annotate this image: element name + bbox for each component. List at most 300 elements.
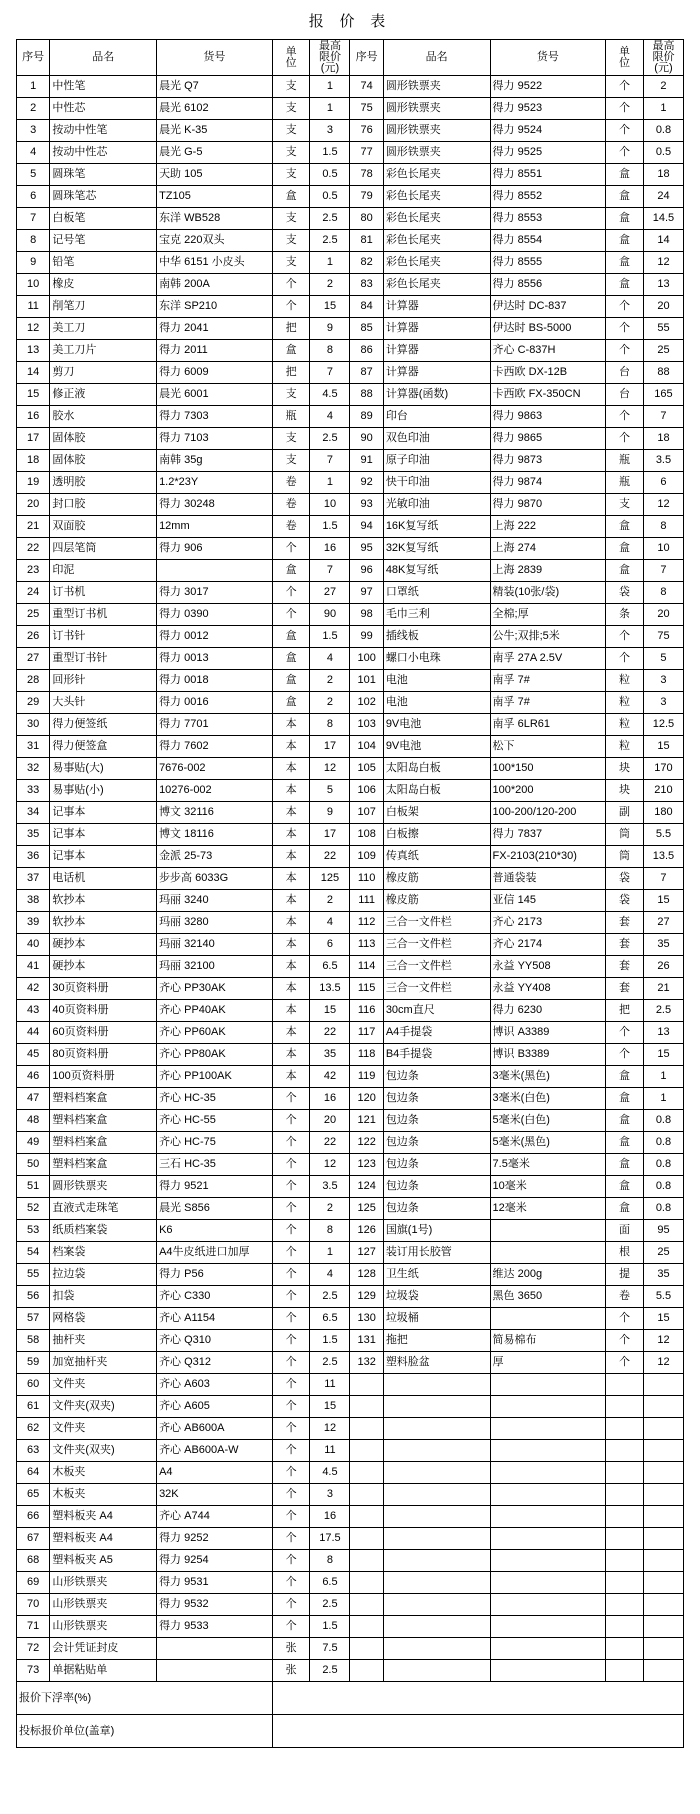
cell-name-right: 垃圾桶 xyxy=(383,1308,490,1330)
cell-name-left: 透明胶 xyxy=(50,472,157,494)
cell-seq-left: 59 xyxy=(17,1352,50,1374)
cell-price-left: 2 xyxy=(310,890,350,912)
cell-seq-left: 19 xyxy=(17,472,50,494)
cell-seq-left: 71 xyxy=(17,1616,50,1638)
cell-code-left: 得力 2041 xyxy=(157,318,273,340)
cell-price-right: 75 xyxy=(643,626,683,648)
table-row xyxy=(17,1264,684,1286)
cell-code-right: 南孚 27A 2.5V xyxy=(490,648,606,670)
cell-empty xyxy=(606,1572,644,1594)
cell-price-left: 3 xyxy=(310,120,350,142)
cell-seq-left: 72 xyxy=(17,1638,50,1660)
cell-seq-left: 21 xyxy=(17,516,50,538)
cell-unit-right: 盒 xyxy=(606,1132,644,1154)
cell-seq-left: 5 xyxy=(17,164,50,186)
cell-unit-left: 本 xyxy=(272,978,310,1000)
cell-unit-left: 个 xyxy=(272,1110,310,1132)
cell-code-left: 得力 9533 xyxy=(157,1616,273,1638)
cell-unit-right: 条 xyxy=(606,604,644,626)
cell-empty xyxy=(350,1550,383,1572)
cell-unit-left: 支 xyxy=(272,208,310,230)
table-row xyxy=(17,1572,684,1594)
cell-unit-left: 本 xyxy=(272,912,310,934)
cell-price-right: 0.8 xyxy=(643,1198,683,1220)
cell-empty xyxy=(606,1484,644,1506)
cell-code-left: 齐心 HC-75 xyxy=(157,1132,273,1154)
cell-name-left: 文件夹 xyxy=(50,1374,157,1396)
table-row xyxy=(17,560,684,582)
table-row xyxy=(17,1374,684,1396)
cell-code-left: 三石 HC-35 xyxy=(157,1154,273,1176)
cell-unit-right: 个 xyxy=(606,1044,644,1066)
cell-name-right: 传真纸 xyxy=(383,846,490,868)
header-seq-left: 序号 xyxy=(17,40,50,76)
cell-name-left: 80页资料册 xyxy=(50,1044,157,1066)
cell-seq-right: 97 xyxy=(350,582,383,604)
cell-unit-left: 支 xyxy=(272,450,310,472)
cell-name-left: 档案袋 xyxy=(50,1242,157,1264)
cell-unit-left: 个 xyxy=(272,1550,310,1572)
cell-price-right: 12 xyxy=(643,1352,683,1374)
cell-name-left: 塑料板夹 A4 xyxy=(50,1506,157,1528)
cell-empty xyxy=(606,1594,644,1616)
cell-code-left: 玛丽 32100 xyxy=(157,956,273,978)
cell-code-right: 得力 9522 xyxy=(490,76,606,98)
cell-name-right: 包边条 xyxy=(383,1176,490,1198)
cell-code-right: 全棉;厚 xyxy=(490,604,606,626)
cell-code-left: 齐心 PP100AK xyxy=(157,1066,273,1088)
cell-code-left: 齐心 HC-55 xyxy=(157,1110,273,1132)
cell-unit-left: 支 xyxy=(272,76,310,98)
cell-unit-right: 个 xyxy=(606,296,644,318)
cell-seq-left: 25 xyxy=(17,604,50,626)
cell-name-left: 铅笔 xyxy=(50,252,157,274)
table-row xyxy=(17,1660,684,1682)
cell-code-right: 永益 YY408 xyxy=(490,978,606,1000)
cell-price-right: 5.5 xyxy=(643,824,683,846)
cell-name-left: 双面胶 xyxy=(50,516,157,538)
cell-name-right: 包边条 xyxy=(383,1110,490,1132)
cell-seq-left: 22 xyxy=(17,538,50,560)
cell-empty xyxy=(350,1506,383,1528)
table-row xyxy=(17,1022,684,1044)
cell-seq-left: 42 xyxy=(17,978,50,1000)
table-row xyxy=(17,296,684,318)
cell-unit-right: 个 xyxy=(606,428,644,450)
cell-seq-right: 82 xyxy=(350,252,383,274)
cell-code-left: 玛丽 32140 xyxy=(157,934,273,956)
cell-seq-right: 113 xyxy=(350,934,383,956)
cell-empty xyxy=(490,1440,606,1462)
cell-name-left: 回形针 xyxy=(50,670,157,692)
cell-seq-right: 77 xyxy=(350,142,383,164)
cell-name-right: 太阳岛白板 xyxy=(383,780,490,802)
cell-unit-left: 个 xyxy=(272,1440,310,1462)
table-row xyxy=(17,186,684,208)
cell-price-left: 7 xyxy=(310,362,350,384)
cell-seq-right: 98 xyxy=(350,604,383,626)
cell-unit-right: 块 xyxy=(606,758,644,780)
cell-price-left: 4 xyxy=(310,1264,350,1286)
table-row xyxy=(17,1308,684,1330)
table-row xyxy=(17,1088,684,1110)
cell-seq-right: 99 xyxy=(350,626,383,648)
cell-code-left: 晨光 S856 xyxy=(157,1198,273,1220)
cell-price-right: 12 xyxy=(643,494,683,516)
cell-unit-left: 卷 xyxy=(272,472,310,494)
cell-code-right: 伊达时 BS-5000 xyxy=(490,318,606,340)
cell-unit-right: 袋 xyxy=(606,890,644,912)
cell-code-left: 得力 9521 xyxy=(157,1176,273,1198)
cell-empty xyxy=(490,1550,606,1572)
cell-name-left: 美工刀 xyxy=(50,318,157,340)
cell-price-left: 16 xyxy=(310,1088,350,1110)
cell-code-left: 得力 30248 xyxy=(157,494,273,516)
cell-name-right: 包边条 xyxy=(383,1198,490,1220)
table-row xyxy=(17,1396,684,1418)
cell-price-right: 5.5 xyxy=(643,1286,683,1308)
cell-code-left: 得力 9532 xyxy=(157,1594,273,1616)
header-seq-right: 序号 xyxy=(350,40,383,76)
cell-name-right: 30cm直尺 xyxy=(383,1000,490,1022)
cell-code-right: 得力 9524 xyxy=(490,120,606,142)
cell-price-right: 25 xyxy=(643,1242,683,1264)
cell-seq-left: 9 xyxy=(17,252,50,274)
cell-seq-left: 54 xyxy=(17,1242,50,1264)
cell-code-right: 南孚 7# xyxy=(490,670,606,692)
cell-price-right: 7 xyxy=(643,868,683,890)
cell-code-left: TZ105 xyxy=(157,186,273,208)
cell-price-left: 90 xyxy=(310,604,350,626)
table-row xyxy=(17,274,684,296)
cell-name-left: 易事贴(小) xyxy=(50,780,157,802)
cell-unit-left: 个 xyxy=(272,1088,310,1110)
cell-unit-right: 瓶 xyxy=(606,450,644,472)
cell-unit-right: 个 xyxy=(606,318,644,340)
cell-seq-left: 23 xyxy=(17,560,50,582)
cell-unit-right: 副 xyxy=(606,802,644,824)
cell-unit-right: 盒 xyxy=(606,516,644,538)
cell-seq-right: 86 xyxy=(350,340,383,362)
table-header-row xyxy=(17,40,684,76)
cell-price-right: 210 xyxy=(643,780,683,802)
table-row xyxy=(17,890,684,912)
cell-seq-right: 120 xyxy=(350,1088,383,1110)
cell-empty xyxy=(350,1638,383,1660)
cell-name-right: 彩色长尾夹 xyxy=(383,186,490,208)
cell-seq-left: 34 xyxy=(17,802,50,824)
cell-unit-right: 个 xyxy=(606,1352,644,1374)
cell-unit-right: 粒 xyxy=(606,670,644,692)
cell-name-left: 四层笔筒 xyxy=(50,538,157,560)
cell-name-left: 按动中性笔 xyxy=(50,120,157,142)
cell-price-left: 7 xyxy=(310,450,350,472)
cell-seq-left: 7 xyxy=(17,208,50,230)
cell-empty xyxy=(383,1594,490,1616)
cell-unit-left: 盒 xyxy=(272,560,310,582)
cell-name-left: 塑料档案盒 xyxy=(50,1132,157,1154)
cell-price-right: 15 xyxy=(643,1044,683,1066)
cell-unit-left: 支 xyxy=(272,384,310,406)
cell-code-right: 齐心 2174 xyxy=(490,934,606,956)
cell-name-left: 圆珠笔 xyxy=(50,164,157,186)
cell-seq-right: 116 xyxy=(350,1000,383,1022)
cell-seq-left: 40 xyxy=(17,934,50,956)
header-unit-left-line2: 位 xyxy=(285,56,297,69)
cell-price-left: 2.5 xyxy=(310,1352,350,1374)
cell-unit-right: 个 xyxy=(606,1330,644,1352)
table-row xyxy=(17,98,684,120)
cell-unit-left: 个 xyxy=(272,1484,310,1506)
cell-unit-left: 本 xyxy=(272,736,310,758)
cell-price-right: 5 xyxy=(643,648,683,670)
cell-code-left: 32K xyxy=(157,1484,273,1506)
cell-unit-right: 盒 xyxy=(606,208,644,230)
cell-price-left: 15 xyxy=(310,1000,350,1022)
cell-seq-right: 91 xyxy=(350,450,383,472)
table-row xyxy=(17,362,684,384)
cell-unit-left: 个 xyxy=(272,1286,310,1308)
cell-seq-right: 118 xyxy=(350,1044,383,1066)
cell-name-left: 单据粘贴单 xyxy=(50,1660,157,1682)
cell-name-right: 装订用长胶管 xyxy=(383,1242,490,1264)
cell-price-right: 2 xyxy=(643,76,683,98)
cell-code-left: 得力 7602 xyxy=(157,736,273,758)
cell-name-left: 得力便签纸 xyxy=(50,714,157,736)
cell-seq-left: 51 xyxy=(17,1176,50,1198)
cell-unit-right: 卷 xyxy=(606,1286,644,1308)
cell-unit-left: 本 xyxy=(272,890,310,912)
cell-seq-left: 30 xyxy=(17,714,50,736)
cell-price-left: 12 xyxy=(310,1154,350,1176)
cell-name-left: 封口胶 xyxy=(50,494,157,516)
cell-price-left: 11 xyxy=(310,1374,350,1396)
cell-seq-left: 55 xyxy=(17,1264,50,1286)
cell-name-right: 9V电池 xyxy=(383,714,490,736)
cell-unit-left: 个 xyxy=(272,1396,310,1418)
table-row xyxy=(17,76,684,98)
cell-price-left: 9 xyxy=(310,802,350,824)
cell-price-right: 12.5 xyxy=(643,714,683,736)
cell-empty xyxy=(383,1462,490,1484)
cell-price-right: 0.8 xyxy=(643,1176,683,1198)
cell-code-left: 齐心 PP80AK xyxy=(157,1044,273,1066)
cell-code-left: 齐心 AB600A-W xyxy=(157,1440,273,1462)
cell-code-left: 齐心 PP40AK xyxy=(157,1000,273,1022)
cell-code-right: 伊达时 DC-837 xyxy=(490,296,606,318)
cell-name-left: 山形铁票夹 xyxy=(50,1594,157,1616)
cell-unit-right: 套 xyxy=(606,956,644,978)
cell-unit-right: 个 xyxy=(606,142,644,164)
cell-seq-right: 93 xyxy=(350,494,383,516)
cell-name-right: 卫生纸 xyxy=(383,1264,490,1286)
cell-seq-right: 81 xyxy=(350,230,383,252)
cell-unit-left: 个 xyxy=(272,1330,310,1352)
cell-code-left: 得力 3017 xyxy=(157,582,273,604)
cell-name-left: 记事本 xyxy=(50,802,157,824)
cell-seq-left: 27 xyxy=(17,648,50,670)
cell-seq-right: 117 xyxy=(350,1022,383,1044)
cell-price-left: 17 xyxy=(310,824,350,846)
cell-seq-right: 83 xyxy=(350,274,383,296)
table-row xyxy=(17,164,684,186)
cell-code-right: 厚 xyxy=(490,1352,606,1374)
cell-seq-left: 2 xyxy=(17,98,50,120)
cell-empty xyxy=(643,1572,683,1594)
cell-code-left: 得力 0390 xyxy=(157,604,273,626)
discount-value-cell[interactable] xyxy=(272,1682,683,1715)
cell-seq-left: 39 xyxy=(17,912,50,934)
cell-seq-left: 70 xyxy=(17,1594,50,1616)
cell-code-left: 得力 0012 xyxy=(157,626,273,648)
cell-seq-left: 65 xyxy=(17,1484,50,1506)
cell-name-right: A4手提袋 xyxy=(383,1022,490,1044)
cell-unit-right: 个 xyxy=(606,648,644,670)
cell-name-left: 塑料档案盒 xyxy=(50,1110,157,1132)
cell-price-right: 26 xyxy=(643,956,683,978)
cell-code-right: 南孚 6LR61 xyxy=(490,714,606,736)
cell-empty xyxy=(490,1396,606,1418)
cell-seq-left: 8 xyxy=(17,230,50,252)
cell-code-left: 得力 P56 xyxy=(157,1264,273,1286)
cell-price-left: 8 xyxy=(310,340,350,362)
cell-name-right: 彩色长尾夹 xyxy=(383,164,490,186)
cell-price-left: 8 xyxy=(310,714,350,736)
cell-seq-left: 53 xyxy=(17,1220,50,1242)
cell-code-left: 天助 105 xyxy=(157,164,273,186)
cell-code-left: 得力 0018 xyxy=(157,670,273,692)
cell-seq-left: 63 xyxy=(17,1440,50,1462)
cell-empty xyxy=(606,1550,644,1572)
cell-price-left: 10 xyxy=(310,494,350,516)
cell-price-left: 0.5 xyxy=(310,164,350,186)
cell-seq-left: 20 xyxy=(17,494,50,516)
cell-name-left: 固体胶 xyxy=(50,428,157,450)
cell-name-left: 记号笔 xyxy=(50,230,157,252)
cell-empty xyxy=(383,1484,490,1506)
cell-price-left: 1.5 xyxy=(310,1330,350,1352)
cell-name-right: 圆形铁票夹 xyxy=(383,142,490,164)
cell-price-right: 170 xyxy=(643,758,683,780)
table-row xyxy=(17,1176,684,1198)
cell-price-right: 18 xyxy=(643,164,683,186)
cell-code-right xyxy=(490,1242,606,1264)
cell-seq-right: 88 xyxy=(350,384,383,406)
cell-seq-right: 129 xyxy=(350,1286,383,1308)
cell-unit-right: 根 xyxy=(606,1242,644,1264)
cell-unit-right: 块 xyxy=(606,780,644,802)
cell-code-right: 10毫米 xyxy=(490,1176,606,1198)
cell-seq-right: 106 xyxy=(350,780,383,802)
cell-unit-left: 本 xyxy=(272,780,310,802)
cell-seq-left: 57 xyxy=(17,1308,50,1330)
cell-code-left: 晨光 6102 xyxy=(157,98,273,120)
table-row xyxy=(17,736,684,758)
cell-empty xyxy=(350,1616,383,1638)
cell-unit-left: 支 xyxy=(272,142,310,164)
table-row xyxy=(17,714,684,736)
table-row xyxy=(17,626,684,648)
cell-price-left: 1.5 xyxy=(310,1616,350,1638)
cell-seq-left: 73 xyxy=(17,1660,50,1682)
cell-seq-right: 131 xyxy=(350,1330,383,1352)
cell-price-left: 2.5 xyxy=(310,428,350,450)
cell-unit-left: 个 xyxy=(272,1154,310,1176)
cell-code-right: 松下 xyxy=(490,736,606,758)
cell-name-left: 硬抄本 xyxy=(50,934,157,956)
cell-code-right: 得力 9870 xyxy=(490,494,606,516)
table-row xyxy=(17,1440,684,1462)
cell-name-left: 易事贴(大) xyxy=(50,758,157,780)
cell-unit-right: 袋 xyxy=(606,868,644,890)
cell-unit-right: 盒 xyxy=(606,252,644,274)
cell-unit-right: 盒 xyxy=(606,230,644,252)
cell-seq-left: 3 xyxy=(17,120,50,142)
cell-code-right: 100*200 xyxy=(490,780,606,802)
cell-code-left: 齐心 A603 xyxy=(157,1374,273,1396)
cell-price-left: 8 xyxy=(310,1220,350,1242)
header-code-right: 货号 xyxy=(490,40,606,76)
cell-price-right: 35 xyxy=(643,1264,683,1286)
cell-unit-left: 支 xyxy=(272,230,310,252)
cell-name-left: 直液式走珠笔 xyxy=(50,1198,157,1220)
cell-empty xyxy=(350,1396,383,1418)
cell-unit-right: 粒 xyxy=(606,736,644,758)
cell-name-right: 彩色长尾夹 xyxy=(383,208,490,230)
cell-unit-left: 个 xyxy=(272,1572,310,1594)
cell-name-left: 记事本 xyxy=(50,846,157,868)
cell-name-right: 三合一文件栏 xyxy=(383,978,490,1000)
cell-price-right: 6 xyxy=(643,472,683,494)
cell-code-right: 齐心 2173 xyxy=(490,912,606,934)
cell-empty xyxy=(383,1440,490,1462)
cell-empty xyxy=(350,1528,383,1550)
cell-name-left: 圆珠笔芯 xyxy=(50,186,157,208)
cell-name-right: 印台 xyxy=(383,406,490,428)
cell-unit-left: 支 xyxy=(272,252,310,274)
cell-unit-left: 本 xyxy=(272,824,310,846)
cell-price-right: 165 xyxy=(643,384,683,406)
cell-empty xyxy=(383,1572,490,1594)
cell-price-left: 16 xyxy=(310,538,350,560)
cell-unit-right: 盒 xyxy=(606,1176,644,1198)
cell-price-right: 0.8 xyxy=(643,1154,683,1176)
cell-code-right: 100-200/120-200 xyxy=(490,802,606,824)
table-row xyxy=(17,648,684,670)
table-row xyxy=(17,1000,684,1022)
cell-unit-left: 本 xyxy=(272,956,310,978)
cell-seq-right: 101 xyxy=(350,670,383,692)
cell-code-right: 上海 222 xyxy=(490,516,606,538)
cell-price-right: 13.5 xyxy=(643,846,683,868)
cell-name-left: 印泥 xyxy=(50,560,157,582)
cell-name-right: 电池 xyxy=(383,670,490,692)
bidder-seal-cell[interactable] xyxy=(272,1715,683,1748)
cell-name-right: 圆形铁票夹 xyxy=(383,98,490,120)
cell-name-left: 记事本 xyxy=(50,824,157,846)
cell-empty xyxy=(383,1616,490,1638)
cell-code-left: 博文 32116 xyxy=(157,802,273,824)
cell-seq-left: 43 xyxy=(17,1000,50,1022)
cell-seq-left: 26 xyxy=(17,626,50,648)
cell-seq-left: 66 xyxy=(17,1506,50,1528)
cell-price-right: 180 xyxy=(643,802,683,824)
cell-price-right: 55 xyxy=(643,318,683,340)
header-price-right-line1: 最高 xyxy=(652,40,675,52)
table-row xyxy=(17,1352,684,1374)
cell-price-left: 4 xyxy=(310,648,350,670)
discount-row xyxy=(17,1682,684,1715)
